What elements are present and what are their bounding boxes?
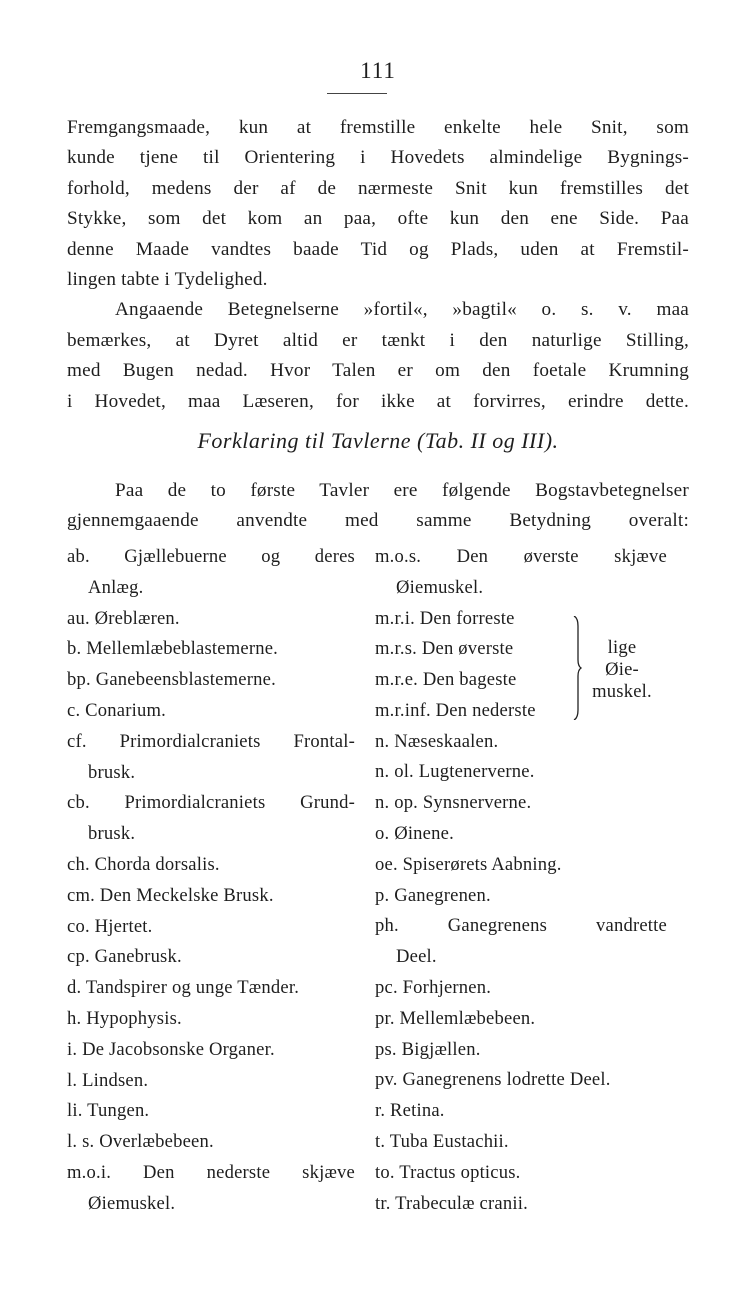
legend-entry: [375, 1189, 667, 1220]
text-line: lingen tabte i Tydelighed.: [67, 269, 268, 291]
brace-label-line: lige: [607, 636, 637, 658]
text-line: Paa de to første Tavler ere følgende Bogstavbetegnelser: [115, 480, 689, 501]
legend-term: cb. Primordialcraniets Grund-: [67, 792, 355, 814]
legend-term: m.r.e. Den bageste: [375, 669, 517, 691]
legend-term: m.r.s. Den øverste: [375, 638, 514, 660]
legend-continuation: Anlæg.: [88, 576, 144, 598]
brace-label-line: muskel.: [592, 680, 652, 702]
legend-term: d. Tandspirer og unge Tænder.: [67, 977, 300, 999]
legend-term: l. Lindsen.: [67, 1069, 149, 1091]
text-line: Angaaende Betegnelserne »fortil«, »bagtil« o. s. v. maa: [115, 299, 689, 321]
legend-entry: [375, 757, 667, 788]
legend-continuation: Øiemuskel.: [88, 1192, 176, 1214]
legend-term: h. Hypophysis.: [67, 1007, 182, 1029]
legend-term: b. Mellemlæbeblastemerne.: [67, 638, 279, 660]
text-line: gjennemgaaende anvendte med samme Betydning overalt:: [67, 510, 689, 532]
legend-term: o. Øinene.: [375, 822, 454, 844]
legend-term: co. Hjertet.: [67, 915, 153, 937]
rectus-muscle-group: [375, 604, 667, 727]
brace-label: [587, 637, 657, 703]
legend-entry: [375, 1127, 667, 1158]
legend-entry: [67, 634, 355, 665]
legend-entry: [67, 1127, 355, 1158]
page-number: 111: [360, 58, 396, 83]
legend-term: pv. Ganegrenens lodrette Deel.: [375, 1069, 611, 1091]
legend-term: m.r.i. Den forreste: [375, 607, 515, 629]
legend-entry: [375, 1004, 667, 1035]
legend-term: cm. Den Meckelske Brusk.: [67, 884, 274, 906]
legend-entry: [375, 727, 667, 758]
curly-brace: [572, 616, 582, 720]
legend-continuation: Deel.: [396, 946, 437, 968]
legend-entry: [375, 850, 667, 881]
legend-continuation: brusk.: [88, 761, 136, 783]
brace-label-line: Øie-: [605, 658, 639, 680]
legend-term: ch. Chorda dorsalis.: [67, 853, 220, 875]
legend-term: n. op. Synsnerverne.: [375, 792, 532, 814]
legend-term: ph. Ganegrenens vandrette: [375, 915, 667, 937]
legend-term: ab. Gjællebuerne og deres: [67, 546, 355, 567]
legend-entry: [67, 942, 355, 973]
legend-entry: [375, 819, 667, 850]
text-line: i Hovedet, maa Læseren, for ikke at forvirres, erindre dette.: [67, 390, 689, 412]
page-number-rule: [327, 93, 387, 94]
legend-entry: [67, 973, 355, 1004]
legend-entry: [67, 696, 355, 727]
legend-continuation: brusk.: [88, 823, 136, 845]
legend-entry: [67, 788, 355, 850]
legend-term: i. De Jacobsonske Organer.: [67, 1038, 275, 1060]
legend-entry: [67, 1004, 355, 1035]
legend-term: c. Conarium.: [67, 699, 166, 721]
legend-term: r. Retina.: [375, 1100, 445, 1122]
lead-text: [67, 476, 689, 537]
legend-continuation: Øiemuskel.: [396, 576, 484, 598]
text-line: med Bugen nedad. Hvor Talen er om den foetale Krumning: [67, 360, 689, 382]
legend-term: m.o.s. Den øverste skjæve: [375, 546, 667, 567]
legend-entry: [375, 788, 667, 819]
legend-entry: [67, 912, 355, 943]
legend-entry: [375, 1096, 667, 1127]
legend-term: oe. Spiserørets Aabning.: [375, 853, 562, 875]
legend-entry: [67, 604, 355, 635]
legend-entry: [67, 850, 355, 881]
legend-entry: [375, 973, 667, 1004]
legend-term: cp. Ganebrusk.: [67, 946, 182, 968]
legend-entry: [67, 881, 355, 912]
legend-entry: [67, 542, 355, 604]
text-line: Stykke, som det kom an paa, ofte kun den ene Side. Paa: [67, 208, 689, 230]
legend-term: ps. Bigjællen.: [375, 1038, 481, 1060]
legend-term: l. s. Overlæbebeen.: [67, 1131, 214, 1153]
legend-entry: [67, 1158, 355, 1220]
legend-entry: [375, 911, 667, 973]
paragraph-2: [67, 295, 689, 417]
legend-term: cf. Primordialcraniets Frontal-: [67, 730, 355, 752]
legend-term: au. Øreblæren.: [67, 607, 180, 629]
legend-entry: [67, 665, 355, 696]
legend-entry: [67, 727, 355, 789]
text-line: bemærkes, at Dyret altid er tænkt i den naturlige Stilling,: [67, 329, 689, 351]
legend-right-column: [375, 542, 667, 1219]
legend-entry: [67, 1035, 355, 1066]
legend-term: li. Tungen.: [67, 1100, 150, 1122]
intro-text: [67, 113, 689, 417]
rectus-muscle-lines: [375, 604, 536, 727]
text-line: forhold, medens der af de nærmeste Snit kun fremstilles det: [67, 177, 689, 199]
text-line: denne Maade vandtes baade Tid og Plads, uden at Fremstil-: [67, 238, 689, 260]
legend-entry: [375, 542, 667, 604]
legend-entry: [375, 1158, 667, 1189]
legend-term: to. Tractus opticus.: [375, 1161, 521, 1183]
legend-term: p. Ganegrenen.: [375, 884, 491, 906]
legend-term: n. Næseskaalen.: [375, 730, 499, 752]
legend-entry: [67, 1066, 355, 1097]
section-heading: Forklaring til Tavlerne (Tab. II og III).: [197, 428, 559, 453]
legend-entry: [67, 1096, 355, 1127]
legend-entry: [375, 881, 667, 912]
text-line: Fremgangsmaade, kun at fremstille enkelte hele Snit, som: [67, 117, 689, 138]
legend-entry: [375, 1035, 667, 1066]
paragraph-1: [67, 113, 689, 295]
legend-entry: [375, 1065, 667, 1096]
legend-term: n. ol. Lugtenerverne.: [375, 761, 535, 783]
legend-term: bp. Ganebeensblastemerne.: [67, 669, 276, 691]
legend-term: pc. Forhjernen.: [375, 976, 492, 998]
legend-term: pr. Mellemlæbebeen.: [375, 1007, 536, 1029]
text-line: kunde tjene til Orientering i Hovedets almindelige Bygnings-: [67, 147, 689, 169]
legend-term: t. Tuba Eustachii.: [375, 1130, 509, 1152]
legend-left-column: [67, 542, 355, 1220]
legend-term: tr. Trabeculæ cranii.: [375, 1192, 528, 1214]
legend-term: m.r.inf. Den nederste: [375, 699, 536, 721]
legend-term: m.o.i. Den nederste skjæve: [67, 1161, 355, 1183]
